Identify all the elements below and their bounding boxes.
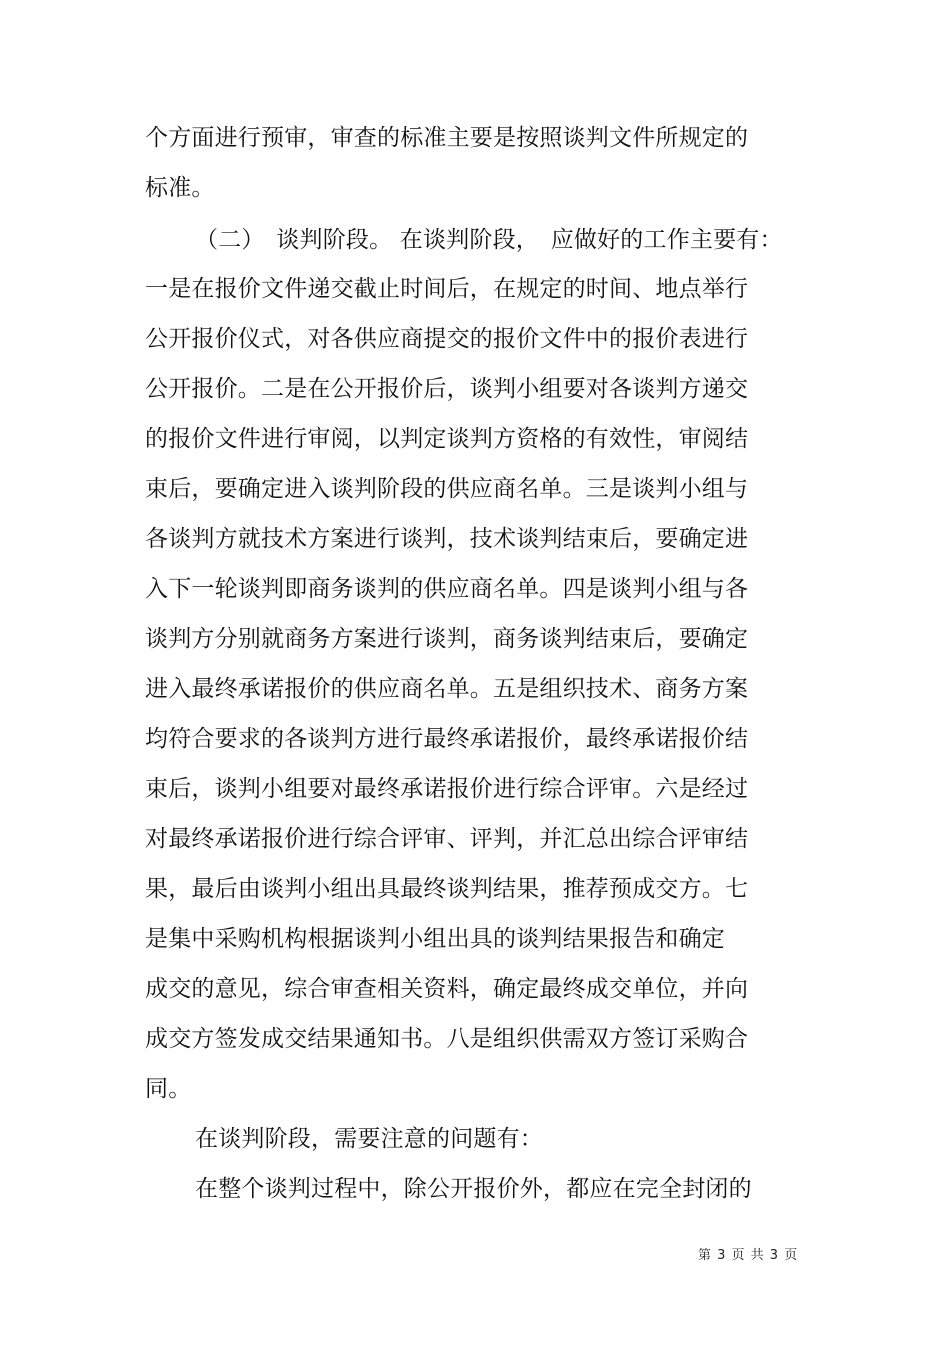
text-line-5: 公开报价仪式，对各供应商提交的报价文件中的报价表进行 xyxy=(145,326,749,352)
text-line-12: 进入最终承诺报价的供应商名单。五是组织技术、商务方案 xyxy=(145,676,749,702)
text-line-4: 一是在报价文件递交截止时间后，在规定的时间、地点举行 xyxy=(145,276,749,302)
text-line-2: 标准。 xyxy=(145,175,215,201)
text-line-14: 束后，谈判小组要对最终承诺报价进行综合评审。六是经过 xyxy=(145,776,749,802)
text-line-18: 成交的意见，综合审查相关资料，确定最终成交单位，并向 xyxy=(145,976,749,1002)
text-line-22: 在整个谈判过程中，除公开报价外，都应在完全封闭的 xyxy=(195,1176,752,1202)
text-line-20: 同。 xyxy=(145,1076,192,1102)
text-line-10: 入下一轮谈判即商务谈判的供应商名单。四是谈判小组与各 xyxy=(145,576,749,602)
text-line-8: 束后，要确定进入谈判阶段的供应商名单。三是谈判小组与 xyxy=(145,476,749,502)
text-line-7: 的报价文件进行审阅，以判定谈判方资格的有效性，审阅结 xyxy=(145,426,749,452)
text-line-6: 公开报价。二是在公开报价后，谈判小组要对各谈判方递交 xyxy=(145,376,749,402)
text-line-19: 成交方签发成交结果通知书。八是组织供需双方签订采购合 xyxy=(145,1026,749,1052)
text-line-13: 均符合要求的各谈判方进行最终承诺报价，最终承诺报价结 xyxy=(145,726,749,752)
text-line-15: 对最终承诺报价进行综合评审、评判，并汇总出综合评审结 xyxy=(145,826,749,852)
page-footer: 第 3 页 共 3 页 xyxy=(698,1248,799,1263)
text-line-21: 在谈判阶段，需要注意的问题有： xyxy=(195,1126,543,1152)
text-line-11: 谈判方分别就商务方案进行谈判，商务谈判结束后，要确定 xyxy=(145,626,749,652)
text-line-1: 个方面进行预审，审查的标准主要是按照谈判文件所规定的 xyxy=(145,125,749,151)
text-line-9: 各谈判方就技术方案进行谈判，技术谈判结束后，要确定进 xyxy=(145,526,749,552)
text-line-16: 果，最后由谈判小组出具最终谈判结果，推荐预成交方。七 xyxy=(145,876,749,902)
text-line-17: 是集中采购机构根据谈判小组出具的谈判结果报告和确定 xyxy=(145,926,725,952)
text-line-3: （二） 谈判阶段。 在谈判阶段， 应做好的工作主要有： xyxy=(195,227,783,253)
